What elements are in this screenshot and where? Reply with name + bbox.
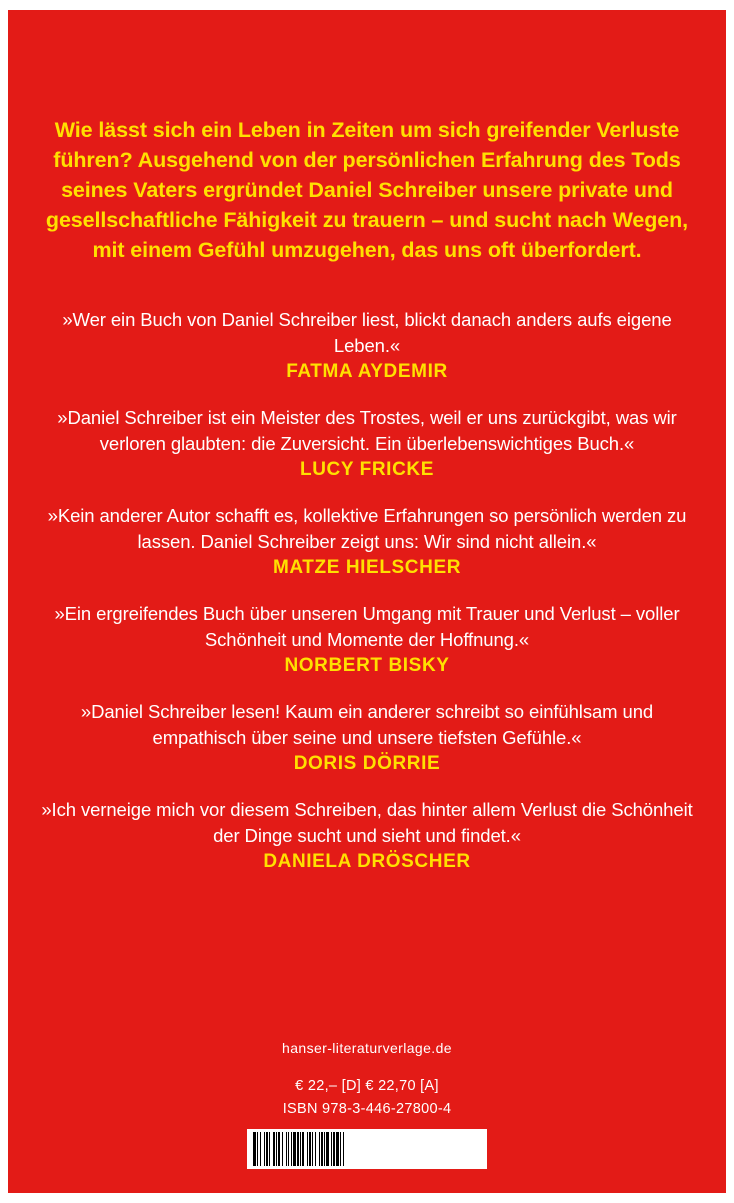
quote-author: NORBERT BISKY — [284, 655, 450, 676]
cover-footer — [40, 1040, 694, 1169]
cover-panel — [8, 10, 726, 1193]
quote-item — [40, 699, 694, 775]
quote-item — [40, 503, 694, 579]
barcode-wrap — [40, 1129, 694, 1169]
price-line: € 22,– [D] € 22,70 [A] — [295, 1078, 439, 1094]
quote-text: »Daniel Schreiber lesen! Kaum ein anderer schreibt so einfühlsam und empathisch über seine und unsere tiefsten Gefühle.« — [80, 701, 654, 748]
isbn-line: ISBN 978-3-446-27800-4 — [282, 1101, 452, 1117]
quote-item — [40, 307, 694, 383]
quote-text: »Daniel Schreiber ist ein Meister des Trostes, weil er uns zurückgibt, was wir verloren glaubten: die Zuversicht. Ein überlebenswichtiges Buch.« — [57, 407, 677, 454]
barcode-image — [247, 1129, 487, 1169]
quote-text: »Ein ergreifendes Buch über unseren Umgang mit Trauer und Verlust – voller Schönheit und Momente der Hoffnung.« — [54, 603, 680, 650]
quote-item — [40, 601, 694, 677]
blurb-text: Wie lässt sich ein Leben in Zeiten um sich greifender Verluste führen? Ausgehend von der persönlichen Erfahrung des Tods seines Vaters ergründet Daniel Schreiber unsere private und gesellschaftliche Fähigkeit zu trauern – und sucht nach Wegen, mit einem Gefühl umzugehen, das uns oft überfordert. — [45, 118, 689, 262]
quote-item — [40, 405, 694, 481]
quote-item — [40, 797, 694, 873]
quote-text: »Ich verneige mich vor diesem Schreiben, das hinter allem Verlust die Schönheit der Dinge sucht und sieht und findet.« — [41, 799, 693, 846]
quote-author: DORIS DÖRRIE — [293, 753, 441, 774]
quote-author: MATZE HIELSCHER — [272, 557, 462, 578]
quote-text: »Kein anderer Autor schafft es, kollektive Erfahrungen so persönlich werden zu lassen. Daniel Schreiber zeigt uns: Wir sind nicht allein.« — [47, 505, 687, 552]
quote-text: »Wer ein Buch von Daniel Schreiber liest, blickt danach anders aufs eigene Leben.« — [62, 309, 672, 356]
quote-author: DANIELA DRÖSCHER — [263, 851, 471, 872]
publisher-website[interactable]: hanser-literaturverlage.de — [282, 1040, 452, 1056]
quote-author: LUCY FRICKE — [300, 459, 434, 480]
quote-author: FATMA AYDEMIR — [286, 361, 448, 382]
quote-list — [40, 307, 694, 895]
